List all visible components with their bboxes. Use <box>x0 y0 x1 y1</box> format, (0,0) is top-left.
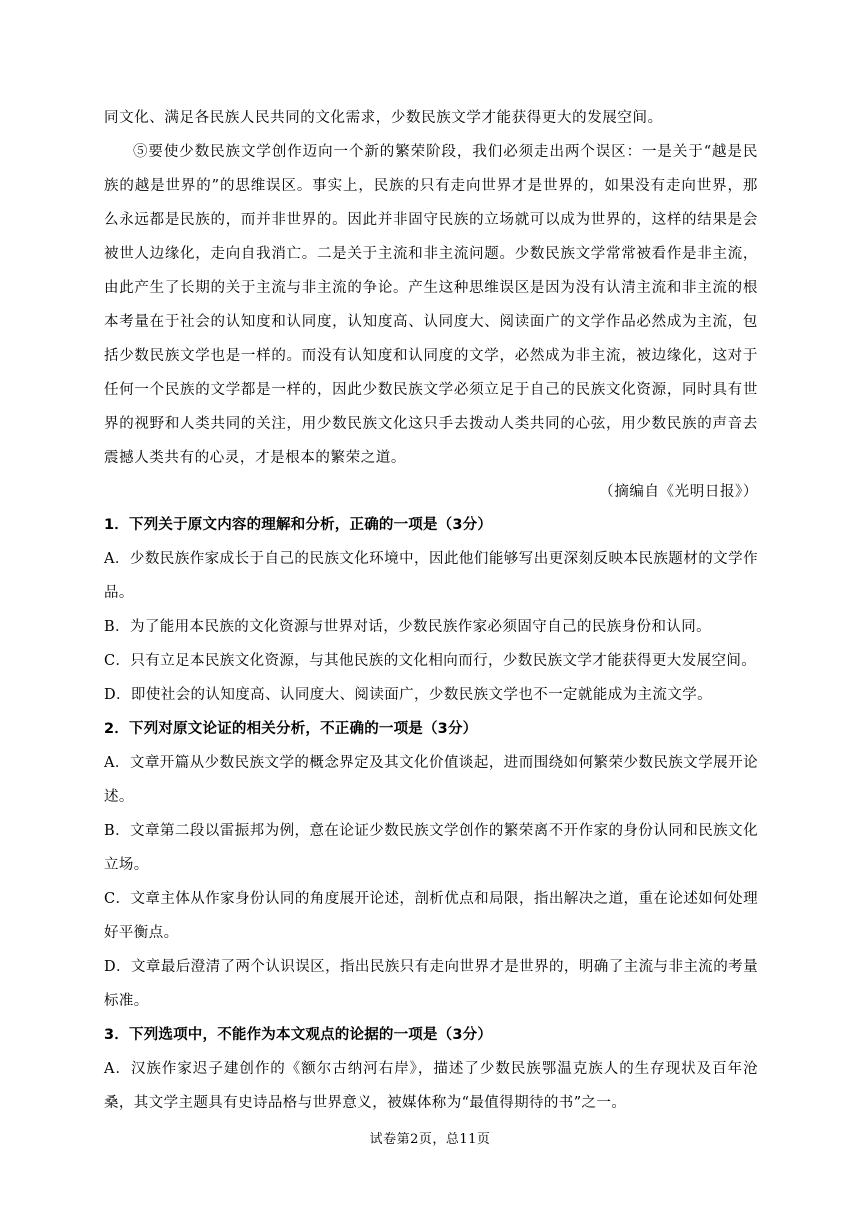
question-stem: 1．下列关于原文内容的理解和分析，正确的一项是（3分） <box>104 517 493 533</box>
option-c: C．只有立足本民族文化资源，与其他民族的文化相向而行，少数民族文学才能获得更大发展空间。 <box>104 653 757 669</box>
reading-passage <box>104 101 758 509</box>
option-a: A．文章开篇从少数民族文学的概念界定及其文化价值谈起，进而围绕如何繁荣少数民族文学展开论述。 <box>104 755 758 805</box>
page-footer: 试卷第2页，总11页 <box>369 1132 491 1147</box>
option-b: B．为了能用本民族的文化资源与世界对话，少数民族作家必须固守自己的民族身份和认同。 <box>104 619 712 635</box>
option-a: A．汉族作家迟子建创作的《额尔古纳河右岸》，描述了少数民族鄂温克族人的生存现状及百年沧桑，其文学主题具有史诗品格与世界意义，被媒体称为“最值得期待的书”之一。 <box>104 1061 758 1111</box>
questions-section <box>104 508 758 1120</box>
passage-paragraph-continued: 同文化、满足各民族人民共同的文化需求，少数民族文学才能获得更大的发展空间。 <box>104 110 663 126</box>
question-1 <box>104 508 758 712</box>
question-stem: 2．下列对原文论证的相关分析，不正确的一项是（3分） <box>104 721 478 737</box>
option-c: C．文章主体从作家身份认同的角度展开论述，剖析优点和局限，指出解决之道，重在论述如何处理好平衡点。 <box>104 891 758 941</box>
question-3 <box>104 1018 758 1120</box>
question-stem: 3．下列选项中，不能作为本文观点的论据的一项是（3分） <box>104 1027 493 1043</box>
passage-source: （摘编自《光明日报》） <box>599 484 758 500</box>
option-d: D．即使社会的认知度高、认同度大、阅读面广，少数民族文学也不一定就能成为主流文学。 <box>104 687 713 703</box>
option-d: D．文章最后澄清了两个认识误区，指出民族只有走向世界才是世界的，明确了主流与非主流的考量标准。 <box>104 959 758 1009</box>
option-b: B．文章第二段以雷振邦为例，意在论证少数民族文学创作的繁荣离不开作家的身份认同和民族文化立场。 <box>104 823 758 873</box>
question-2 <box>104 712 758 1018</box>
option-a: A．少数民族作家成长于自己的民族文化环境中，因此他们能够写出更深刻反映本民族题材的文学作品。 <box>104 551 758 601</box>
passage-paragraph-5: ⑤要使少数民族文学创作迈向一个新的繁荣阶段，我们必须走出两个误区：一是关于“越是民族的越是世界的”的思维误区。事实上，民族的只有走向世界才是世界的，如果没有走向世界，那么永远都是民族的，而并非世界的。因此并非固守民族的立场就可以成为世界的，这样的结果是会被世人边缘化，走向自我消亡。二是关于主流和非主流问题。少数民族文学常常被看作是非主流，由此产生了长期的关于主流与非主流的争论。产生这种思维误区是因为没有认清主流和非主流的根本考量在于社会的认知度和认同度，认知度高、认同度大、阅读面广的文学作品必然成为主流，包括少数民族文学也是一样的。而没有认知度和认同度的文学，必然成为非主流，被边缘化，这对于任何一个民族的文学都是一样的，因此少数民族文学必须立足于自己的民族文化资源，同时具有世界的视野和人类共同的关注，用少数民族文化这只手去拨动人类共同的心弦，用少数民族的声音去震撼人类共有的心灵，才是根本的繁荣之道。 <box>104 144 758 466</box>
